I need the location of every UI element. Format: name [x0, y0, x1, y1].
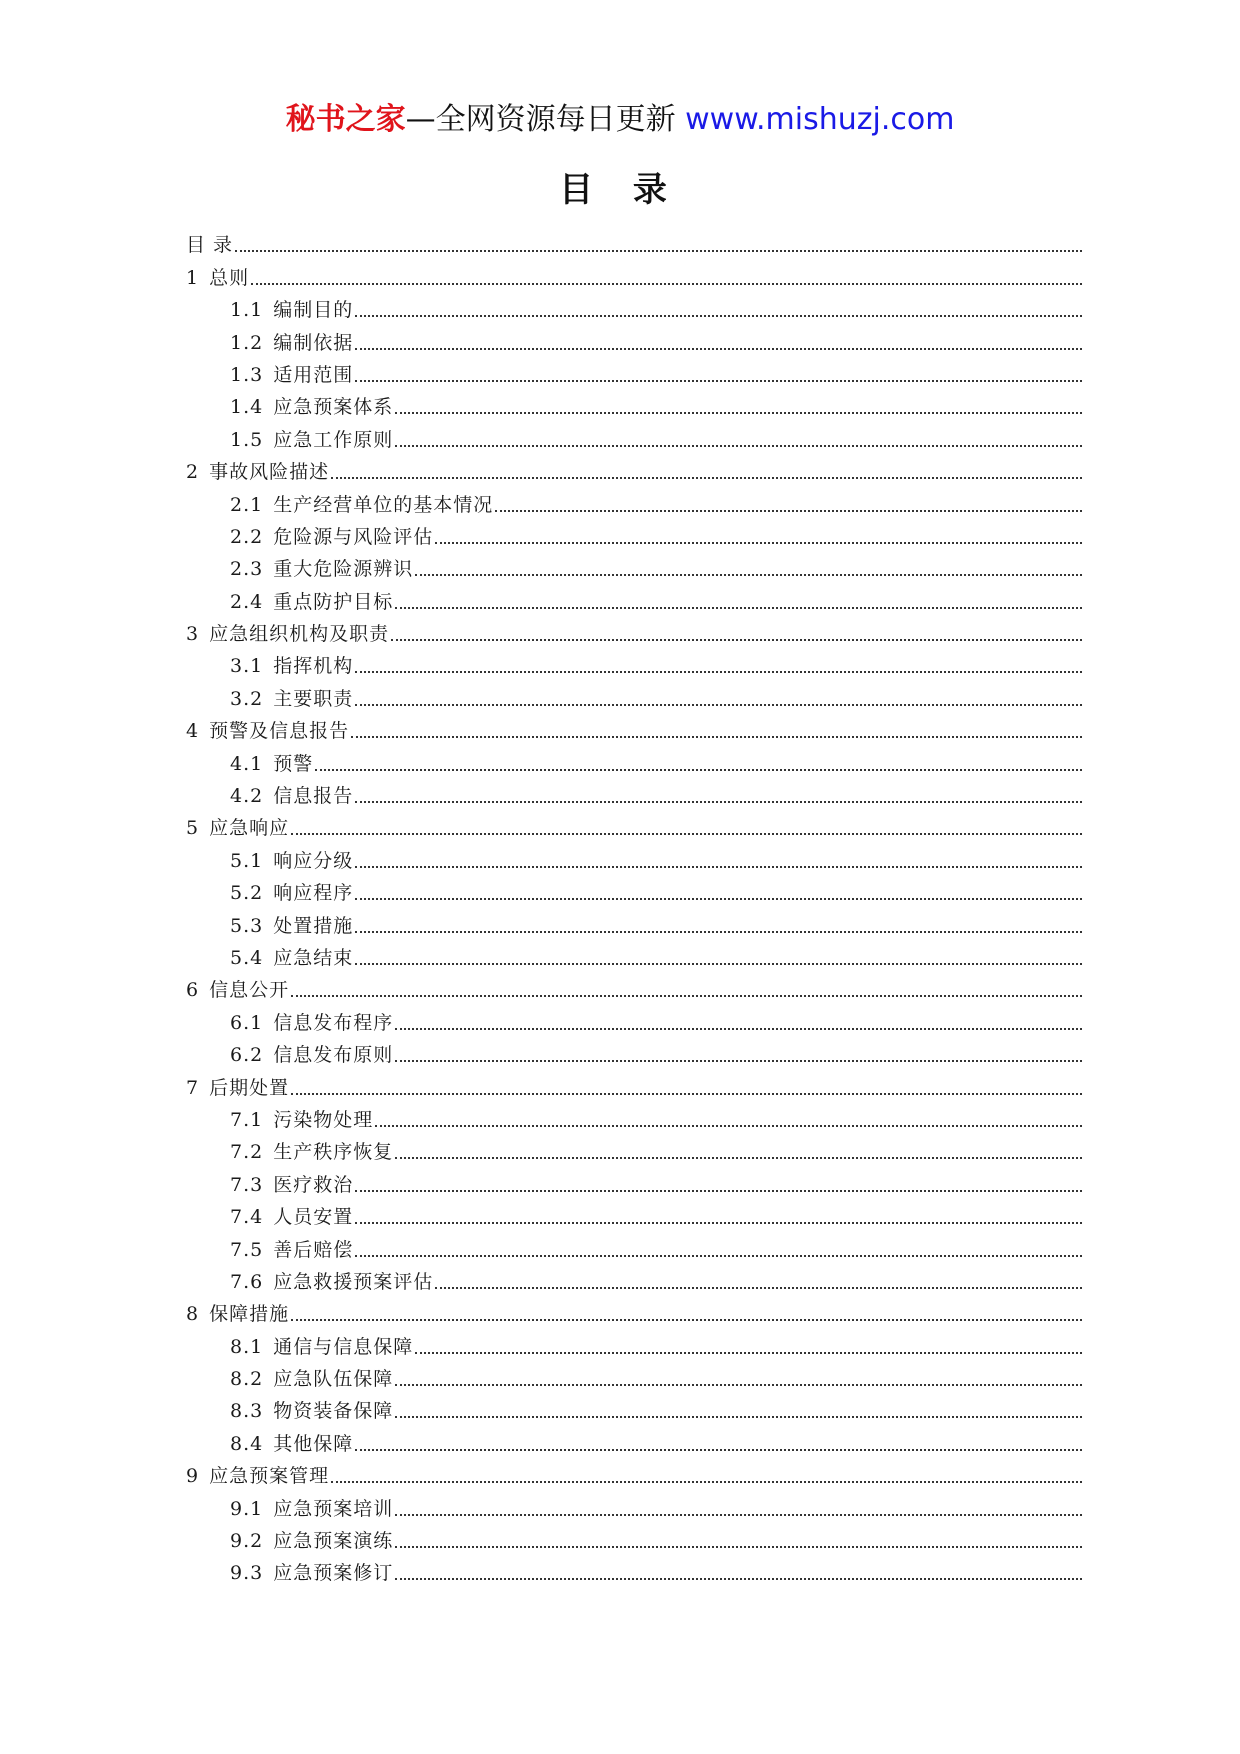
toc-entry-number: 4.1 — [230, 752, 264, 775]
toc-entry-number: 8.1 — [230, 1335, 264, 1358]
toc-entry-number: 3.1 — [230, 655, 264, 678]
toc-entry-number: 1 — [186, 266, 200, 289]
toc-section-entry[interactable] — [186, 1229, 1082, 1261]
toc-section-entry[interactable] — [186, 646, 1082, 678]
toc-dot-leader — [415, 1352, 1082, 1354]
site-header — [0, 100, 1240, 140]
toc-entry-number: 5.4 — [230, 946, 264, 969]
toc-section-entry[interactable] — [186, 1326, 1082, 1358]
toc-section-entry[interactable] — [186, 1132, 1082, 1164]
toc-entry-text — [230, 1011, 393, 1035]
toc-dot-leader — [435, 1287, 1082, 1289]
toc-entry-text — [230, 1140, 393, 1164]
toc-dot-leader — [331, 1481, 1082, 1483]
toc-entry-number: 2.2 — [230, 525, 264, 548]
toc-dot-leader — [395, 1514, 1082, 1516]
toc-section-entry[interactable] — [186, 1423, 1082, 1455]
toc-entry-number: 1.1 — [230, 299, 264, 322]
toc-dot-leader — [291, 1319, 1082, 1321]
toc-entry-number: 6.2 — [230, 1044, 264, 1067]
toc-entry-text — [230, 1529, 393, 1553]
toc-dot-leader — [291, 1093, 1082, 1095]
toc-entry-label: 重大危险源辨识 — [273, 558, 414, 581]
toc-entry-number: 8.4 — [230, 1432, 264, 1455]
toc-entry-label: 事故风险描述 — [209, 461, 330, 484]
toc-entry-label: 总则 — [209, 266, 250, 289]
toc-dot-leader — [395, 1384, 1082, 1386]
toc-chapter-entry[interactable] — [186, 1294, 1082, 1326]
toc-dot-leader — [395, 445, 1082, 447]
toc-entry-text — [186, 622, 389, 646]
toc-dot-leader — [291, 995, 1082, 997]
toc-entry-label: 应急工作原则 — [273, 428, 394, 451]
toc-entry-number: 7.5 — [230, 1238, 264, 1261]
toc-entry-text — [230, 1173, 353, 1197]
toc-entry-text — [230, 1108, 373, 1132]
toc-entry-number: 9.3 — [230, 1562, 264, 1585]
toc-entry-label: 应急预案体系 — [273, 396, 394, 419]
toc-entry-number: 7.4 — [230, 1206, 264, 1229]
toc-entry-text — [230, 1367, 393, 1391]
toc-section-entry[interactable] — [186, 1521, 1082, 1553]
toc-entry-label: 应急队伍保障 — [273, 1368, 394, 1391]
toc-entry-label: 指挥机构 — [273, 655, 354, 678]
toc-entry-text — [186, 1464, 329, 1488]
toc-entry-number: 4.2 — [230, 785, 264, 808]
toc-dot-leader — [355, 380, 1082, 382]
toc-entry-label: 应急预案管理 — [209, 1465, 330, 1488]
toc-entry-label: 污染物处理 — [273, 1108, 374, 1131]
toc-entry-number: 2.4 — [230, 590, 264, 613]
toc-section-entry[interactable] — [186, 776, 1082, 808]
toc-entry-number: 3.2 — [230, 687, 264, 710]
toc-section-entry[interactable] — [186, 1488, 1082, 1520]
toc-section-entry[interactable] — [186, 1002, 1082, 1034]
toc-chapter-entry[interactable] — [186, 808, 1082, 840]
toc-entry-number: 7.6 — [230, 1270, 264, 1293]
toc-entry-text — [230, 752, 313, 776]
toc-entry-label: 应急响应 — [209, 817, 290, 840]
toc-entry-text — [230, 1043, 393, 1067]
toc-entry-number: 5 — [186, 817, 200, 840]
site-url-link[interactable]: www.mishuzj.com — [685, 102, 955, 137]
toc-dot-leader — [355, 1449, 1082, 1451]
toc-dot-leader — [315, 769, 1082, 771]
toc-entry-label: 主要职责 — [273, 687, 354, 710]
toc-entry-label: 处置措施 — [273, 914, 354, 937]
page-title: 目 录 — [559, 170, 681, 210]
toc-entry-label: 响应分级 — [273, 849, 354, 872]
toc-dot-leader — [355, 671, 1082, 673]
toc-dot-leader — [331, 477, 1082, 479]
toc-entry-text — [230, 784, 353, 808]
toc-entry-text — [230, 428, 393, 452]
toc-entry-label: 应急预案修订 — [273, 1562, 394, 1585]
toc-section-entry[interactable] — [186, 678, 1082, 710]
toc-section-entry[interactable] — [186, 517, 1082, 549]
toc-entry-label: 保障措施 — [209, 1303, 290, 1326]
toc-entry-label: 信息发布程序 — [273, 1011, 394, 1034]
toc-dot-leader — [415, 574, 1082, 576]
toc-entry-text — [230, 881, 353, 905]
toc-entry-label: 人员安置 — [273, 1206, 354, 1229]
toc-entry-text — [230, 590, 393, 614]
toc-section-entry[interactable] — [186, 484, 1082, 516]
toc-entry-number: 8.3 — [230, 1400, 264, 1423]
table-of-contents — [186, 225, 1082, 1585]
toc-dot-leader — [351, 736, 1082, 738]
toc-entry-label: 应急预案培训 — [273, 1497, 394, 1520]
toc-dot-leader — [355, 1255, 1082, 1257]
toc-entry-text — [230, 557, 413, 581]
toc-entry-number: 1.3 — [230, 363, 264, 386]
toc-section-entry[interactable] — [186, 549, 1082, 581]
toc-dot-leader — [355, 315, 1082, 317]
toc-entry-label: 信息报告 — [273, 785, 354, 808]
toc-section-entry[interactable] — [186, 1100, 1082, 1132]
toc-section-entry[interactable] — [186, 355, 1082, 387]
toc-dot-leader — [395, 1157, 1082, 1159]
toc-entry-text — [230, 1497, 393, 1521]
toc-entry-label: 物资装备保障 — [273, 1400, 394, 1423]
toc-entry-text — [186, 1302, 289, 1326]
toc-entry-text — [186, 460, 329, 484]
toc-dot-leader — [395, 412, 1082, 414]
toc-dot-leader — [495, 510, 1082, 512]
toc-section-entry[interactable] — [186, 840, 1082, 872]
toc-entry-label: 预警及信息报告 — [209, 720, 350, 743]
toc-dot-leader — [375, 1125, 1082, 1127]
toc-dot-leader — [355, 704, 1082, 706]
toc-section-entry[interactable] — [186, 1035, 1082, 1067]
toc-section-entry[interactable] — [186, 873, 1082, 905]
toc-section-entry[interactable] — [186, 938, 1082, 970]
toc-entry-text — [230, 331, 353, 355]
toc-entry-number: 7.1 — [230, 1108, 264, 1131]
toc-chapter-entry[interactable] — [186, 711, 1082, 743]
toc-entry-text — [186, 233, 233, 257]
toc-entry-label: 生产秩序恢复 — [273, 1141, 394, 1164]
toc-entry-label: 应急结束 — [273, 946, 354, 969]
toc-entry-number: 3 — [186, 623, 200, 646]
toc-dot-leader — [355, 801, 1082, 803]
toc-entry-label: 编制目的 — [273, 299, 354, 322]
toc-entry-label: 生产经营单位的基本情况 — [273, 493, 494, 516]
toc-entry-text — [230, 493, 493, 517]
toc-entry-number: 5.1 — [230, 849, 264, 872]
toc-entry-text — [186, 266, 249, 290]
toc-dot-leader — [391, 639, 1082, 641]
toc-entry-number: 1.4 — [230, 396, 264, 419]
toc-entry-text — [230, 363, 353, 387]
toc-chapter-entry[interactable] — [186, 614, 1082, 646]
toc-chapter-entry[interactable] — [186, 225, 1082, 257]
header-slogan: —全网资源每日更新 — [405, 102, 676, 137]
toc-dot-leader — [395, 1060, 1082, 1062]
toc-entry-number: 7 — [186, 1076, 200, 1099]
toc-entry-text — [230, 914, 353, 938]
toc-entry-label: 应急预案演练 — [273, 1530, 394, 1553]
toc-entry-label: 适用范围 — [273, 363, 354, 386]
toc-section-entry[interactable] — [186, 1391, 1082, 1423]
toc-chapter-entry[interactable] — [186, 1456, 1082, 1488]
toc-entry-number: 2.1 — [230, 493, 264, 516]
toc-entry-label: 通信与信息保障 — [273, 1335, 414, 1358]
toc-section-entry[interactable] — [186, 1262, 1082, 1294]
toc-entry-label: 信息公开 — [209, 979, 290, 1002]
toc-entry-number: 7.3 — [230, 1173, 264, 1196]
toc-dot-leader — [435, 542, 1082, 544]
toc-entry-number: 2 — [186, 461, 200, 484]
toc-section-entry[interactable] — [186, 1164, 1082, 1196]
toc-entry-text — [230, 687, 353, 711]
toc-entry-text — [230, 525, 433, 549]
toc-entry-text — [230, 946, 353, 970]
toc-entry-number: 5.2 — [230, 882, 264, 905]
toc-dot-leader — [355, 1222, 1082, 1224]
toc-section-entry[interactable] — [186, 419, 1082, 451]
toc-entry-number: 1.2 — [230, 331, 264, 354]
toc-entry-text — [230, 1561, 393, 1585]
toc-entry-text — [230, 1432, 353, 1456]
toc-dot-leader — [395, 607, 1082, 609]
toc-entry-number: 6 — [186, 979, 200, 1002]
toc-dot-leader — [291, 833, 1082, 835]
toc-section-entry[interactable] — [186, 1553, 1082, 1585]
toc-entry-text — [230, 654, 353, 678]
toc-entry-text — [230, 298, 353, 322]
toc-dot-leader — [395, 1578, 1082, 1580]
toc-entry-label: 编制依据 — [273, 331, 354, 354]
toc-entry-label: 其他保障 — [273, 1432, 354, 1455]
toc-entry-label: 重点防护目标 — [273, 590, 394, 613]
toc-entry-number: 9.1 — [230, 1497, 264, 1520]
toc-entry-text — [186, 1076, 289, 1100]
toc-entry-text — [230, 395, 393, 419]
toc-entry-label: 应急救援预案评估 — [273, 1270, 434, 1293]
toc-entry-number: 6.1 — [230, 1011, 264, 1034]
toc-entry-label: 应急组织机构及职责 — [209, 623, 390, 646]
toc-dot-leader — [355, 1190, 1082, 1192]
toc-entry-label: 后期处置 — [209, 1076, 290, 1099]
toc-entry-number: 1.5 — [230, 428, 264, 451]
toc-dot-leader — [355, 898, 1082, 900]
toc-dot-leader — [355, 866, 1082, 868]
toc-entry-label: 信息发布原则 — [273, 1044, 394, 1067]
toc-entry-number: 4 — [186, 720, 200, 743]
toc-entry-label: 医疗救治 — [273, 1173, 354, 1196]
toc-dot-leader — [235, 250, 1082, 252]
toc-entry-text — [230, 1205, 353, 1229]
toc-entry-number: 9 — [186, 1465, 200, 1488]
toc-chapter-entry[interactable] — [186, 452, 1082, 484]
toc-section-entry[interactable] — [186, 387, 1082, 419]
toc-dot-leader — [395, 1416, 1082, 1418]
toc-entry-text — [230, 1335, 413, 1359]
toc-entry-text — [230, 1238, 353, 1262]
toc-entry-number: 7.2 — [230, 1141, 264, 1164]
toc-entry-label: 响应程序 — [273, 882, 354, 905]
toc-entry-number: 2.3 — [230, 558, 264, 581]
toc-entry-number: 8 — [186, 1303, 200, 1326]
toc-entry-label: 危险源与风险评估 — [273, 525, 434, 548]
toc-dot-leader — [251, 283, 1082, 285]
toc-entry-text — [186, 978, 289, 1002]
toc-dot-leader — [395, 1028, 1082, 1030]
toc-entry-number: 5.3 — [230, 914, 264, 937]
toc-entry-text — [186, 816, 289, 840]
toc-entry-text — [230, 849, 353, 873]
toc-dot-leader — [395, 1546, 1082, 1548]
toc-entry-label: 预警 — [273, 752, 314, 775]
toc-entry-text — [186, 719, 349, 743]
toc-section-entry[interactable] — [186, 905, 1082, 937]
toc-chapter-entry[interactable] — [186, 970, 1082, 1002]
toc-dot-leader — [355, 348, 1082, 350]
toc-dot-leader — [355, 931, 1082, 933]
toc-entry-text — [230, 1270, 433, 1294]
toc-section-entry[interactable] — [186, 581, 1082, 613]
toc-entry-text — [230, 1399, 393, 1423]
toc-section-entry[interactable] — [186, 290, 1082, 322]
toc-entry-label: 善后赔偿 — [273, 1238, 354, 1261]
toc-entry-label: 目 录 — [186, 234, 234, 257]
toc-section-entry[interactable] — [186, 743, 1082, 775]
toc-chapter-entry[interactable] — [186, 257, 1082, 289]
toc-entry-number: 9.2 — [230, 1530, 264, 1553]
toc-section-entry[interactable] — [186, 1359, 1082, 1391]
toc-section-entry[interactable] — [186, 1197, 1082, 1229]
toc-dot-leader — [355, 963, 1082, 965]
toc-entry-number: 8.2 — [230, 1368, 264, 1391]
toc-chapter-entry[interactable] — [186, 1067, 1082, 1099]
brand-name: 秘书之家 — [285, 102, 406, 137]
toc-section-entry[interactable] — [186, 322, 1082, 354]
